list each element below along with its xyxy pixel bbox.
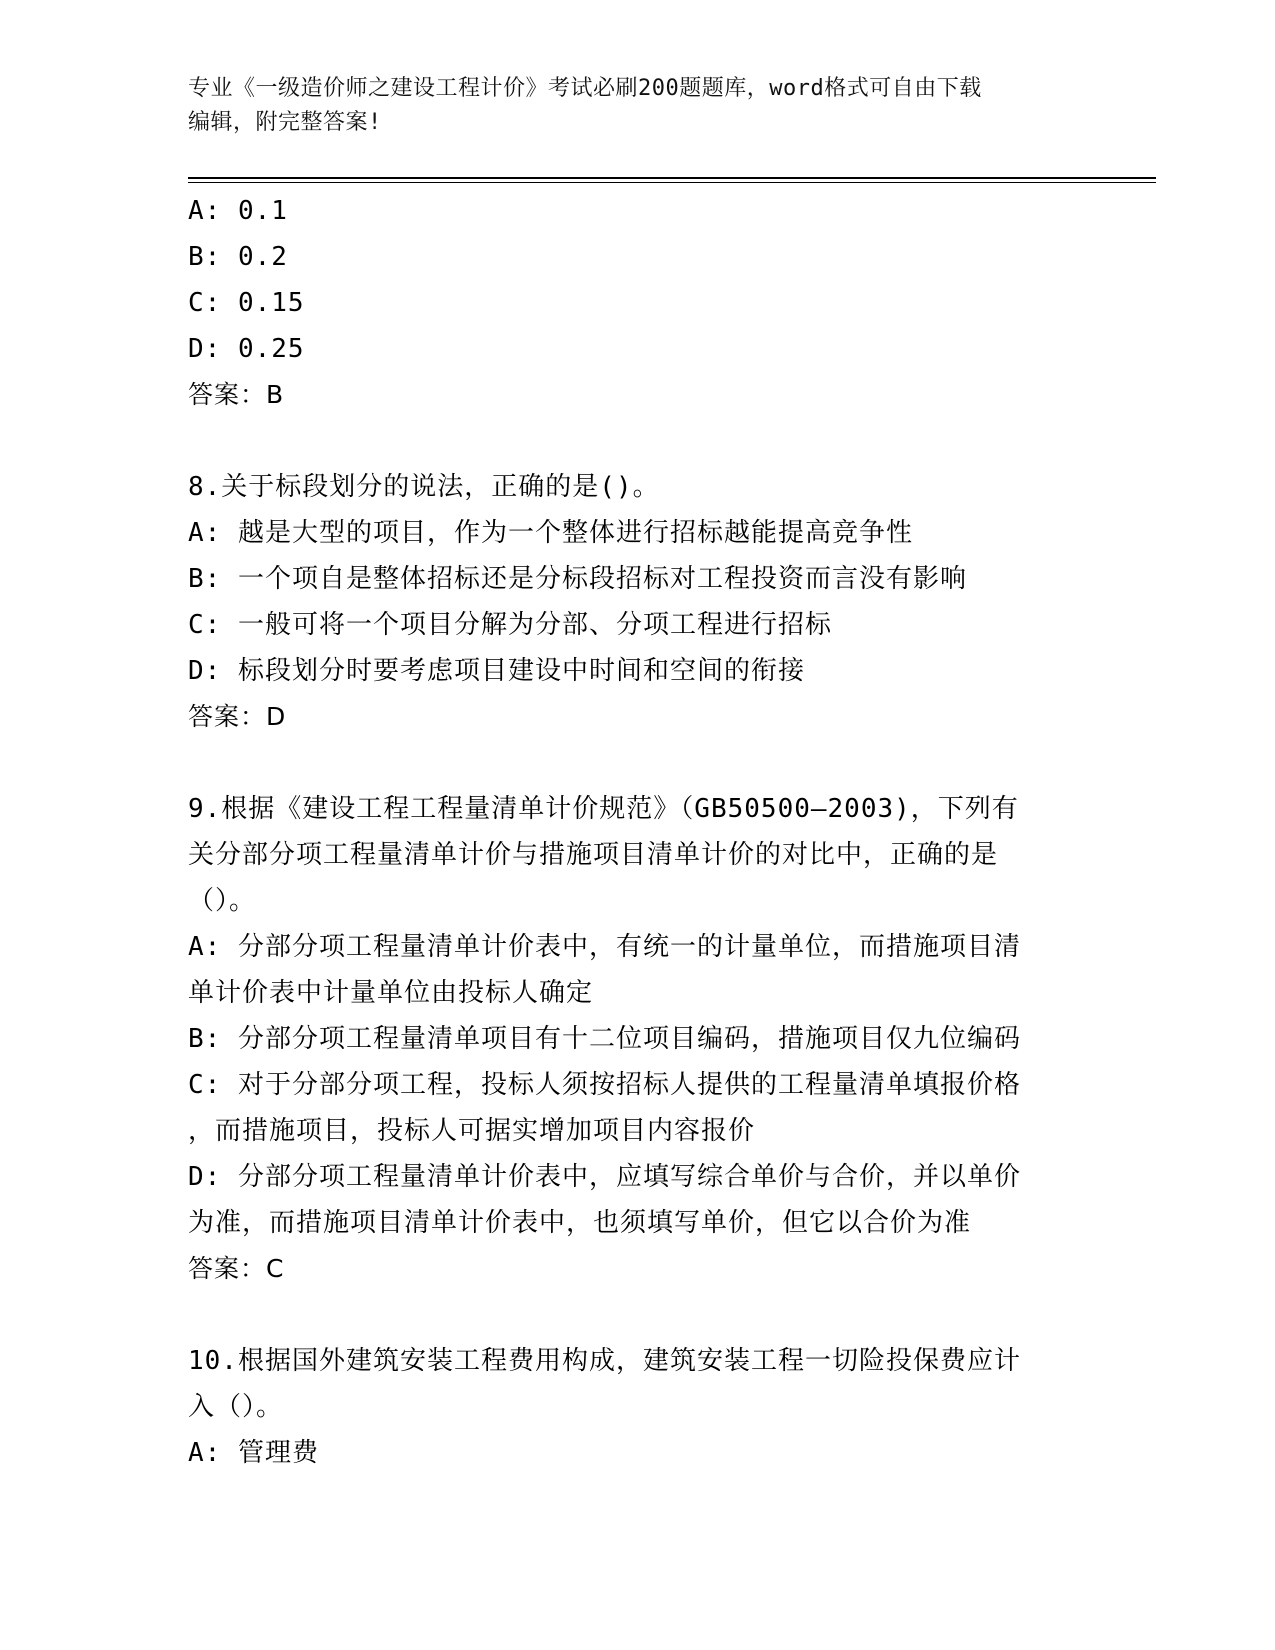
- spacer: [188, 418, 1088, 464]
- option-d-line-1: D: 分部分项工程量清单计价表中，应填写综合单价与合价，并以单价: [188, 1162, 1021, 1192]
- option-c: C: 一般可将一个项目分解为分部、分项工程进行招标: [188, 610, 832, 640]
- question-stem-line-2: 入（）。: [188, 1392, 284, 1422]
- question-stem-line-1: 9.根据《建设工程工程量清单计价规范》（GB50500—2003)，下列有: [188, 794, 1019, 824]
- answer: 答案：D: [188, 702, 287, 731]
- question-stem-line-2: 关分部分项工程量清单计价与措施项目清单计价的对比中，正确的是: [188, 840, 999, 870]
- question-8: [188, 464, 1088, 740]
- option-c-line-2: ，而措施项目，投标人可据实增加项目内容报价: [188, 1116, 756, 1146]
- question-7: [188, 188, 1088, 418]
- spacer: [188, 1292, 1088, 1338]
- option-a: A: 管理费: [188, 1438, 319, 1468]
- answer: 答案：C: [188, 1254, 285, 1283]
- option-c-line-1: C: 对于分部分项工程，投标人须按招标人提供的工程量清单填报价格: [188, 1070, 1021, 1100]
- option-d-line-2: 为准，而措施项目清单计价表中，也须填写单价，但它以合价为准: [188, 1208, 972, 1238]
- question-stem-line-3: （）。: [188, 886, 257, 916]
- question-stem: 8.关于标段划分的说法，正确的是()。: [188, 472, 660, 502]
- document-header: [188, 72, 1068, 140]
- spacer: [188, 740, 1088, 786]
- header-divider: [188, 177, 1156, 183]
- header-line-1: 专业《一级造价师之建设工程计价》考试必刷200题题库，word格式可自由下载: [188, 76, 982, 101]
- header-line-2: 编辑，附完整答案!: [188, 110, 382, 135]
- option-a-line-1: A: 分部分项工程量清单计价表中，有统一的计量单位，而措施项目清: [188, 932, 1021, 962]
- option-d: D: 0.25: [188, 334, 305, 364]
- option-a: A: 0.1: [188, 196, 288, 226]
- option-b: B: 0.2: [188, 242, 288, 272]
- question-9: [188, 786, 1088, 1292]
- option-c: C: 0.15: [188, 288, 305, 318]
- option-a-line-2: 单计价表中计量单位由投标人确定: [188, 978, 594, 1008]
- question-stem-line-1: 10.根据国外建筑安装工程费用构成，建筑安装工程一切险投保费应计: [188, 1346, 1021, 1376]
- option-d: D: 标段划分时要考虑项目建设中时间和空间的衔接: [188, 656, 805, 686]
- option-b: B: 分部分项工程量清单项目有十二位项目编码，措施项目仅九位编码: [188, 1024, 1021, 1054]
- option-b: B: 一个项自是整体招标还是分标段招标对工程投资而言没有影响: [188, 564, 967, 594]
- option-a: A: 越是大型的项目，作为一个整体进行招标越能提高竞争性: [188, 518, 913, 548]
- question-10: [188, 1338, 1088, 1476]
- question-list: [188, 188, 1088, 1476]
- answer: 答案：B: [188, 380, 285, 409]
